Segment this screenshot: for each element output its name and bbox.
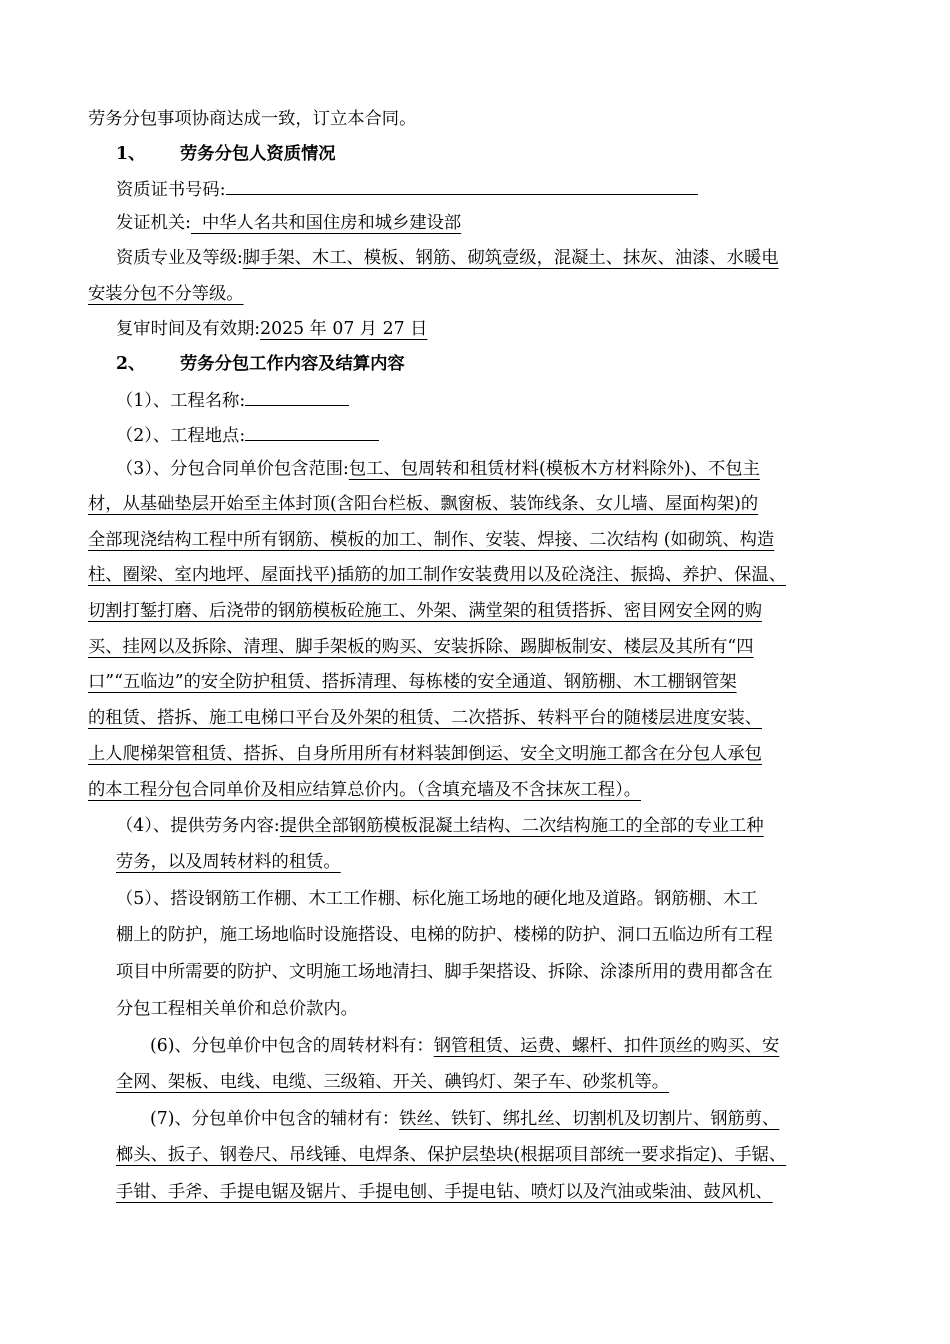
grade-line-1 — [116, 247, 779, 269]
item3-text-8: 的租赁、搭拆、施工电梯口平台及外架的租赁、二次搭拆、转料平台的随楼层进度安装、 — [88, 708, 762, 728]
section-2-title: 劳务分包工作内容及结算内容 — [180, 354, 405, 374]
item3-text-6: 买、挂网以及拆除、清理、脚手架板的购买、安装拆除、踢脚板制安、楼层及其所有“四 — [88, 637, 754, 657]
item3-line-9 — [88, 743, 762, 765]
grade-value-2: 安装分包不分等级。 — [88, 284, 244, 304]
item5-text-2: 棚上的防护，施工场地临时设施搭设、电梯的防护、楼梯的防护、洞口五临边所有工程 — [116, 925, 773, 945]
item3-text-3: 全部现浇结构工程中所有钢筋、模板的加工、制作、安装、焊接、二次结构 (如砌筑、构造 — [88, 530, 775, 550]
item7-line-1 — [150, 1108, 779, 1130]
item7-text-3: 手钳、手斧、手提电锯及锯片、手提电刨、手提电钻、喷灯以及汽油或柴油、鼓风机、 — [116, 1182, 773, 1202]
item3-text-4: 柱、圈梁、室内地坪、屋面找平)插筋的加工制作安装费用以及砼浇注、振捣、养护、保温、 — [88, 565, 786, 585]
item3-line-5 — [88, 600, 762, 622]
item3-label: （3）、分包合同单价包含范围: — [116, 459, 349, 479]
issuer-label: 发证机关: — [116, 213, 191, 233]
section-1-number: 1、 — [116, 144, 146, 164]
project-location-line — [116, 423, 379, 447]
item6-line-2 — [116, 1071, 669, 1093]
section-2-number: 2、 — [116, 354, 146, 374]
item5-text-1: （5）、搭设钢筋工作棚、木工工作棚、标化施工场地的硬化地及道路。钢筋棚、木工 — [116, 889, 758, 909]
item7-text-1: 铁丝、铁钉、绑扎丝、切割机及切割片、钢筋剪、 — [399, 1109, 780, 1129]
item7-line-2 — [116, 1144, 786, 1166]
intro-line — [88, 108, 416, 130]
review-value: 2025 年 07 月 27 日 — [260, 319, 428, 339]
grade-label: 资质专业及等级: — [116, 248, 243, 268]
section-1-heading — [116, 143, 336, 165]
item3-line-2 — [88, 493, 758, 515]
item6-text-2: 全网、架板、电线、电缆、三级箱、开关、碘钨灯、架子车、砂浆机等。 — [116, 1072, 670, 1092]
cert-number-line — [116, 177, 698, 201]
section-1-title: 劳务分包人资质情况 — [180, 144, 336, 164]
item3-line-1 — [116, 458, 760, 480]
item5-text-3: 项目中所需要的防护、文明施工场地清扫、脚手架搭设、拆除、涂漆所用的费用都含在 — [116, 962, 773, 982]
item7-label: (7)、分包单价中包含的辅材有： — [150, 1109, 400, 1129]
item5-line-2 — [116, 924, 773, 946]
grade-value-1: 脚手架、木工、模板、钢筋、砌筑壹级，混凝土、抹灰、油漆、水暖电 — [242, 248, 779, 268]
item3-text-2: 材，从基础垫层开始至主体封顶(含阳台栏板、飘窗板、装饰线条、女儿墙、屋面构架)的 — [88, 494, 759, 514]
item3-text-1: 包工、包周转和租赁材料(模板木方材料除外)、不包主 — [348, 459, 760, 479]
item3-text-7: 口”“五临边”的安全防护租赁、搭拆清理、每栋楼的安全通道、钢筋棚、木工棚钢管架 — [88, 672, 737, 692]
item4-line-2 — [116, 851, 341, 873]
item6-text-1: 钢管租赁、运费、螺杆、扣件顶丝的购买、安 — [433, 1036, 780, 1056]
item3-line-6 — [88, 636, 754, 658]
issuer-value: 中华人名共和国住房和城乡建设部 — [190, 213, 462, 233]
intro-text: 劳务分包事项协商达成一致，订立本合同。 — [88, 109, 417, 129]
item3-line-3 — [88, 529, 774, 551]
item3-line-4 — [88, 564, 786, 586]
item7-line-3 — [116, 1181, 773, 1203]
project-name-blank — [245, 388, 349, 406]
cert-number-blank — [226, 177, 698, 195]
item5-text-4: 分包工程相关单价和总价款内。 — [116, 999, 358, 1019]
item3-line-10 — [88, 779, 641, 801]
project-name-label: （1）、工程名称: — [116, 391, 246, 411]
item4-line-1 — [116, 815, 764, 837]
item6-label: (6)、分包单价中包含的周转材料有： — [150, 1036, 434, 1056]
grade-line-2 — [88, 283, 244, 305]
item6-line-1 — [150, 1035, 779, 1057]
section-2-heading — [116, 353, 405, 375]
item7-text-2: 榔头、扳子、钢卷尺、吊线锤、电焊条、保护层垫块(根据项目部统一要求指定)、手锯、 — [116, 1145, 787, 1165]
item5-line-4 — [116, 998, 358, 1020]
item4-text-1: 提供全部钢筋模板混凝土结构、二次结构施工的全部的专业工种 — [279, 816, 764, 836]
project-name-line — [116, 388, 349, 412]
review-label: 复审时间及有效期: — [116, 319, 261, 339]
item3-text-9: 上人爬梯架管租赁、搭拆、自身所用所有材料装卸倒运、安全文明施工都含在分包人承包 — [88, 744, 762, 764]
review-line — [116, 318, 427, 340]
project-location-label: （2）、工程地点: — [116, 426, 246, 446]
item4-label: （4）、提供劳务内容: — [116, 816, 280, 836]
issuer-line — [116, 212, 461, 234]
project-location-blank — [245, 423, 379, 441]
item3-text-10: 的本工程分包合同单价及相应结算总价内。（含填充墙及不含抹灰工程）。 — [88, 780, 641, 800]
item3-text-5: 切割打錾打磨、后浇带的钢筋模板砼施工、外架、满堂架的租赁搭拆、密目网安全网的购 — [88, 601, 762, 621]
item5-line-3 — [116, 961, 773, 983]
item4-text-2: 劳务，以及周转材料的租赁。 — [116, 852, 341, 872]
item3-line-8 — [88, 707, 762, 729]
item3-line-7 — [88, 671, 737, 693]
item5-line-1 — [116, 888, 758, 910]
cert-number-label: 资质证书号码: — [116, 180, 226, 200]
